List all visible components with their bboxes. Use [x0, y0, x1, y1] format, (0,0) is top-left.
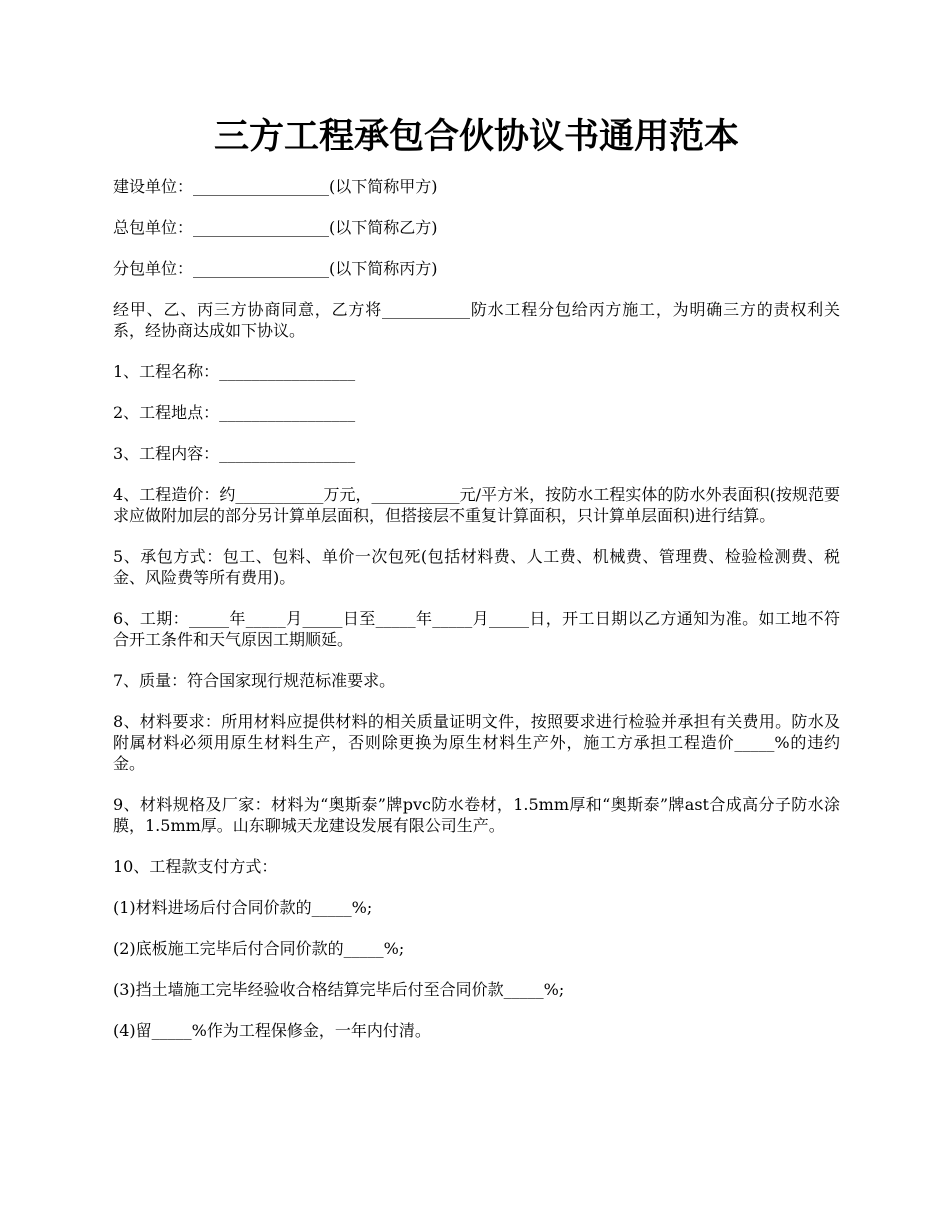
payment-item-1: (1)材料进场后付合同价款的_____%;: [113, 898, 373, 917]
clause-project-content: 3、工程内容：_________________: [113, 444, 356, 463]
payment-item-2: (2)底板施工完毕后付合同价款的_____%;: [113, 939, 405, 958]
party-c-line: 分包单位：_________________(以下简称丙方): [113, 259, 438, 278]
clause-quality: 7、质量：符合国家现行规范标准要求。: [113, 671, 396, 690]
clause-material-specs: 9、材料规格及厂家：材料为“奥斯泰”牌pvc防水卷材，1.5mm厚和“奥斯泰”牌ast合成高分子防水涂膜，1.5mm厚。山东聊城天龙建设发展有限公司生产。: [113, 795, 840, 835]
payment-item-4: (4)留_____%作为工程保修金，一年内付清。: [113, 1021, 431, 1040]
clause-material-requirements: 8、材料要求：所用材料应提供材料的相关质量证明文件，按照要求进行检验并承担有关费用。防水及附属材料必须用原生材料生产，否则除更换为原生材料生产外，施工方承担工程造价_____%的违约金。: [113, 712, 840, 773]
clause-project-location: 2、工程地点：_________________: [113, 403, 356, 422]
payment-item-3: (3)挡土墙施工完毕经验收合格结算完毕后付至合同价款_____%;: [113, 980, 565, 999]
party-a-line: 建设单位：_________________(以下简称甲方): [113, 177, 438, 196]
clause-contract-method: 5、承包方式：包工、包料、单价一次包死(包括材料费、人工费、机械费、管理费、检验检测费、税金、风险费等所有费用)。: [113, 547, 840, 587]
document-page: [113, 112, 840, 1061]
clause-project-name: 1、工程名称：_________________: [113, 362, 356, 381]
clause-duration: 6、工期：_____年_____月_____日至_____年_____月_____日，开工日期以乙方通知为准。如工地不符合开工条件和天气原因工期顺延。: [113, 609, 840, 649]
clause-project-cost: 4、工程造价：约___________万元，___________元/平方米，按防水工程实体的防水外表面积(按规范要求应做附加层的部分另计算单层面积，但搭接层不重复计算面积，只计算单层面积)进行结算。: [113, 485, 840, 525]
clause-payment-heading: 10、工程款支付方式：: [113, 857, 278, 876]
party-b-line: 总包单位：_________________(以下简称乙方): [113, 218, 438, 237]
preamble-paragraph: 经甲、乙、丙三方协商同意，乙方将___________防水工程分包给丙方施工，为明确三方的责权利关系，经协商达成如下协议。: [113, 300, 840, 340]
document-title: 三方工程承包合伙协议书通用范本: [213, 116, 739, 157]
